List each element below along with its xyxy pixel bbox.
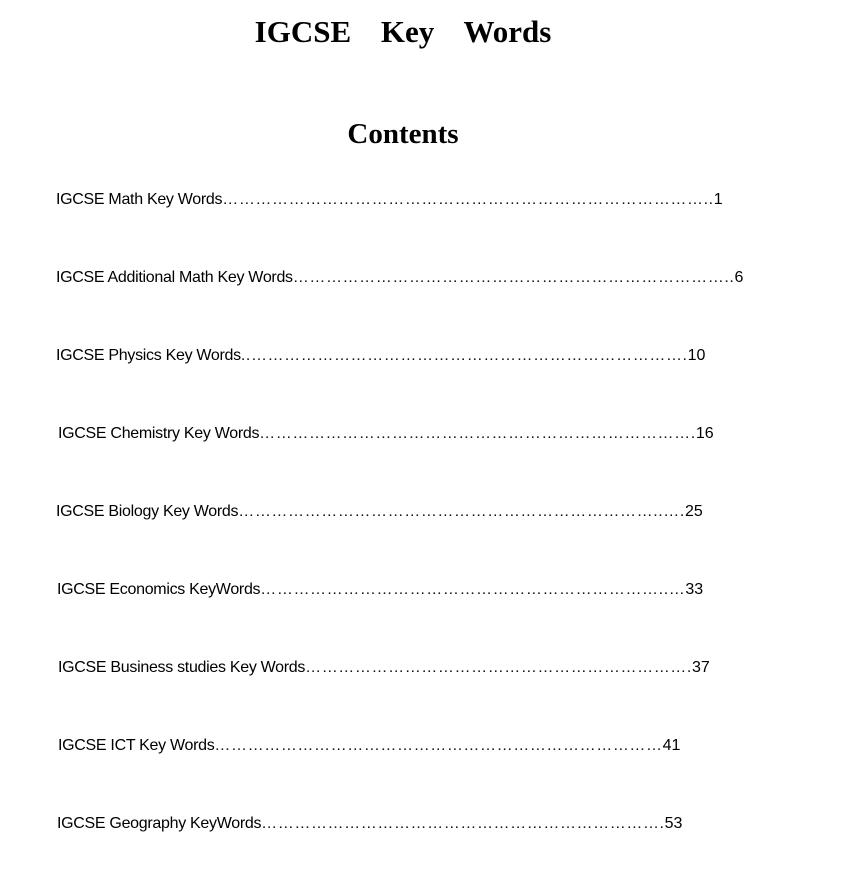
toc-entry-label: IGCSE Economics KeyWords — [57, 581, 261, 598]
toc-leader-dots: ………………………………………………………………. — [261, 815, 665, 832]
toc-leader-dots: …………………………………………………………………………….. — [222, 191, 714, 208]
toc-entry-biology — [56, 501, 749, 523]
toc-leader-dots: ……………………………………………………………. — [305, 659, 692, 676]
toc-entry-label: IGCSE Additional Math Key Words — [56, 269, 293, 286]
toc-entry-geography — [57, 813, 746, 835]
toc-page-number: 16 — [695, 425, 714, 442]
toc-page-number: 6 — [734, 269, 744, 286]
toc-entry-ict — [58, 735, 746, 757]
toc-entry-label: IGCSE Business studies Key Words — [58, 659, 306, 676]
toc-entry-label: IGCSE Math Key Words — [56, 191, 223, 208]
toc-entry-additional-math — [56, 267, 744, 289]
toc-page-number: 33 — [685, 581, 704, 598]
toc-page-number: 1 — [713, 191, 723, 208]
toc-page-number: 10 — [687, 347, 706, 364]
toc-entry-business-studies — [58, 657, 746, 679]
toc-page-number: 53 — [664, 815, 683, 832]
toc-entry-label: IGCSE Chemistry Key Words — [58, 425, 260, 442]
toc-leader-dots: …………………………………………………………………….. — [292, 269, 735, 286]
toc-entry-math — [56, 189, 742, 211]
contents-heading: Contents — [347, 118, 459, 150]
toc-page-number: 25 — [684, 503, 703, 520]
page-title: IGCSE Key Words — [254, 14, 552, 49]
toc-leader-dots: ..……………………………………………………………………. — [240, 347, 688, 364]
toc-page-number: 41 — [662, 737, 681, 754]
toc-leader-dots: ………………………………………………………………..… — [260, 581, 686, 598]
toc-entry-label: IGCSE Geography KeyWords — [57, 815, 262, 832]
toc-entry-label: IGCSE Biology Key Words — [56, 503, 239, 520]
toc-leader-dots: …………………………………………………………………..…. — [238, 503, 685, 520]
toc-entry-chemistry — [58, 423, 746, 445]
toc-leader-dots: ……………………………………………………………………… — [214, 737, 663, 754]
toc-entry-label: IGCSE ICT Key Words — [58, 737, 215, 754]
toc-entry-economics — [57, 579, 745, 601]
toc-page-number: 37 — [691, 659, 710, 676]
toc-entry-label: IGCSE Physics Key Words — [56, 347, 241, 364]
toc-entry-physics — [56, 345, 747, 367]
toc-leader-dots: ……………………………………………………………………. — [259, 425, 696, 442]
